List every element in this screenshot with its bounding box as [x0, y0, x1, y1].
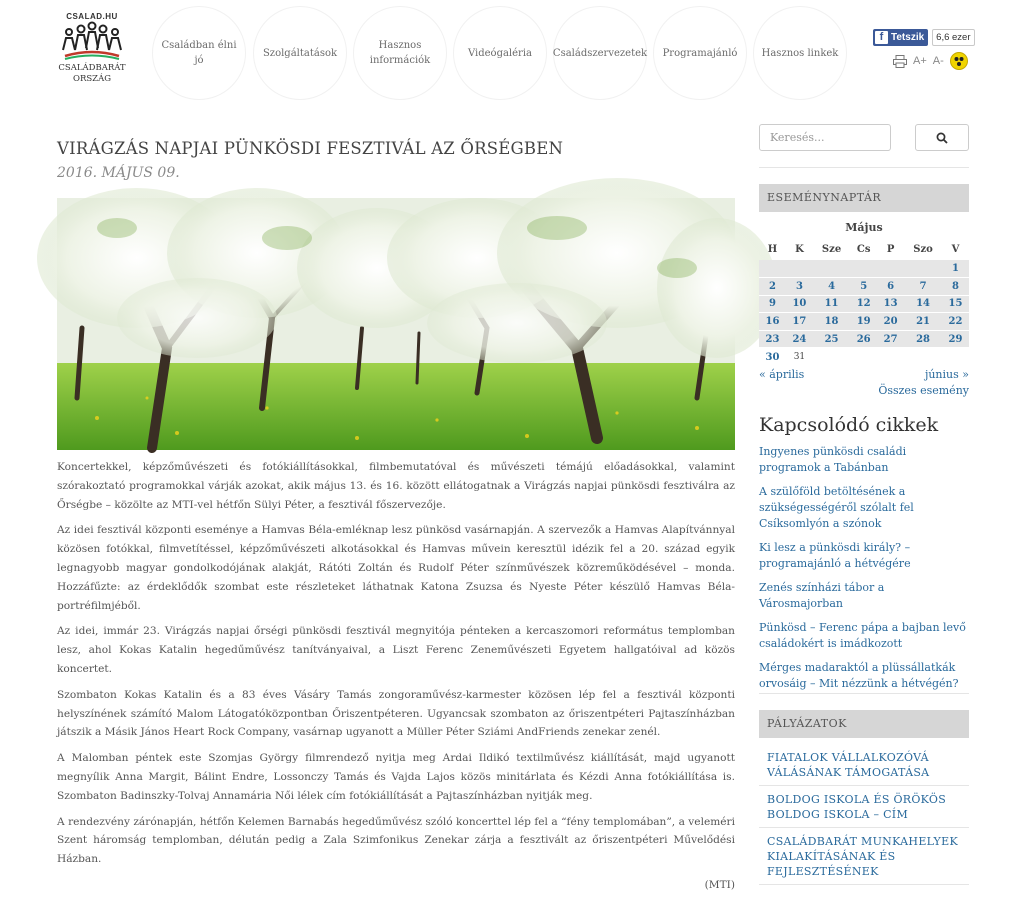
tender-link[interactable]: FIATALOK VÁLLALKOZÓVÁ VÁLÁSÁNAK TÁMOGATÁSA [759, 744, 969, 786]
nav-item-hasznos-linkek[interactable]: Hasznos linkek [753, 6, 847, 100]
weekday-header: Szo [913, 243, 933, 255]
calendar-day[interactable]: 19 [850, 313, 877, 331]
all-events-link[interactable]: Összes esemény [878, 384, 969, 397]
nav-item-hasznos-informaciok[interactable]: Hasznos információk [353, 6, 447, 100]
calendar-day [786, 260, 813, 278]
calendar-day[interactable]: 22 [942, 313, 969, 331]
calendar-day[interactable]: 26 [850, 330, 877, 348]
calendar-day [877, 348, 904, 366]
logo-name-line1: CSALÁDBARÁT [58, 63, 126, 73]
article-photo-blossoming-orchard [57, 198, 735, 450]
weekday-header: P [886, 243, 895, 255]
calendar-day [813, 348, 850, 366]
family-logo-icon [57, 22, 127, 62]
calendar-day [813, 260, 850, 278]
calendar-day[interactable]: 25 [813, 330, 850, 348]
event-calendar [759, 218, 969, 366]
calendar-day[interactable]: 5 [850, 278, 877, 296]
search-icon [936, 132, 948, 144]
tenders-list [759, 744, 969, 885]
calendar-day[interactable]: 17 [786, 313, 813, 331]
high-contrast-icon[interactable] [950, 52, 968, 70]
calendar-day [904, 260, 942, 278]
calendar-day[interactable]: 9 [759, 295, 786, 313]
calendar-day[interactable]: 6 [877, 278, 904, 296]
accessibility-tools [893, 52, 968, 70]
calendar-day[interactable]: 18 [813, 313, 850, 331]
calendar-day[interactable]: 4 [813, 278, 850, 296]
calendar-grid [759, 238, 969, 366]
article-paragraph: Az idei fesztivál központi eseménye a Hamvas Béla-emléknap lesz pünkösd vasárnapján. A szervezők a Hamvas Alapítvánnyal közösen fotókkal, filmvetítéssel, képzőművészeti alkotásokkal és Hamvas művein keresztül idézik fel a 20. század egyik legnagyobb magyar gondolkodójának alakját, Rátóti Zoltán és Rudolf Péter színművészek közreműködésével – monda. Hozzáfűzte: az érdeklődők szombat este részleteket láthatnak Katona Zsuzsa és Nyeste Péter készülő Hamvas Béla-portréfilmjéből. [57, 524, 735, 612]
facebook-like-button[interactable] [873, 29, 928, 46]
print-icon[interactable] [893, 55, 907, 68]
calendar-day[interactable]: 30 [759, 348, 786, 366]
calendar-day[interactable]: 21 [904, 313, 942, 331]
calendar-day [877, 260, 904, 278]
calendar-day[interactable]: 12 [850, 295, 877, 313]
calendar-day[interactable]: 14 [904, 295, 942, 313]
article-paragraph: A rendezvény zárónapján, hétfőn Kelemen Barnabás hegedűművész szóló koncerttel lép fel a “fény templomában”, a veleméri Szent háromság templomban, délután pedig a Zala Szimfonikus Zenekar zárja a fesztivált az őriszentpéteri Művelődési Házban. [57, 815, 735, 866]
tender-link[interactable]: CSALÁDBARÁT MUNKAHELYEK KIALAKÍTÁSÁNAK ÉS FEJLESZTÉSÉNEK [759, 828, 969, 885]
calendar-day [942, 348, 969, 366]
calendar-day[interactable]: 11 [813, 295, 850, 313]
calendar-day[interactable]: 16 [759, 313, 786, 331]
calendar-day[interactable]: 1 [942, 260, 969, 278]
calendar-day[interactable]: 3 [786, 278, 813, 296]
calendar-day[interactable]: 2 [759, 278, 786, 296]
facebook-like-widget [873, 29, 975, 46]
calendar-day[interactable]: 27 [877, 330, 904, 348]
related-article-link[interactable]: Mérges madaraktól a plüssállatkák orvosáig – Mit nézzünk a hétvégén? [759, 661, 959, 690]
tenders-heading: PÁLYÁZATOK [759, 710, 969, 738]
article-body [57, 458, 735, 902]
weekday-header: Cs [856, 243, 871, 255]
calendar-month: Május [845, 221, 883, 234]
facebook-icon: f [875, 31, 888, 44]
article-paragraph: Szombaton Kokas Katalin és a 83 éves Vásáry Tamás zongoraművész-karmester közösen lép fel a fesztivál központi helyszínének számító Malom Látogatóközpontban Őriszentpéteren. Ugyancsak szombaton az őriszentpéteri Pajtaszínházban játszik a Másik János Heart Rock Company, vasárnap ugyanott a Müller Péter Sziámi AndFriends zenekar zenél. [57, 688, 735, 739]
font-increase-button[interactable]: A+ [913, 55, 927, 67]
nav-item-csaladszervezetek[interactable]: Családszervezetek [553, 6, 647, 100]
logo-name-line2: ORSZÁG [72, 74, 112, 84]
calendar-day[interactable]: 10 [786, 295, 813, 313]
related-article-link[interactable]: Pünkösd – Ferenc pápa a bajban levő családokért is imádkozott [759, 621, 966, 650]
logo-domain: CSALAD.HU [66, 12, 118, 21]
site-header [0, 0, 1024, 115]
article-paragraph: A Malomban péntek este Szomjas György filmrendező nyitja meg Ardai Ildikó textilművész kiállítását, majd ugyanott megnyílik Anna Margit, Bálint Endre, Lossonczy Tamás és Vajda Lajos közös minitárlata és Kézdi Anna fotókiállítása is. Szombaton Badinszky-Tolvaj Annamária Női lélek cím fotókiállítását a Pajtaszínházban nyitják meg. [57, 752, 735, 802]
sidebar-divider [759, 167, 969, 168]
related-article-link[interactable]: Ki lesz a pünkösdi király? – programajánló a hétvégére [759, 541, 911, 570]
calendar-day[interactable]: 8 [942, 278, 969, 296]
calendar-day [759, 260, 786, 278]
calendar-prev-month-link[interactable]: « április [759, 368, 805, 381]
weekday-header: Sze [821, 243, 842, 255]
calendar-next-month-link[interactable]: június » [924, 368, 969, 381]
calendar-day[interactable]: 23 [759, 330, 786, 348]
facebook-like-label: Tetszik [891, 32, 925, 43]
facebook-like-count: 6,6 ezer [932, 29, 974, 46]
tender-link[interactable]: BOLDOG ISKOLA ÉS ÖRÖKÖS BOLDOG ISKOLA – CÍM [759, 786, 969, 828]
nav-item-csaladban-elni-jo[interactable]: Családban élni jó [152, 6, 246, 100]
article-source: (MTI) [704, 878, 735, 891]
calendar-day [904, 348, 942, 366]
nav-item-programajanlo[interactable]: Programajánló [653, 6, 747, 100]
calendar-day[interactable]: 15 [942, 295, 969, 313]
article-paragraph: Az idei, immár 23. Virágzás napjai őrségi pünkösdi fesztivál megnyitója pénteken a kercaszomori református templomban lesz, ahol Kokas Katalin hegedűművész tanítványaival, a Liszt Ferenc Zeneművészeti Egyetem hallgatóival ad közös koncertet. [57, 625, 735, 675]
calendar-day[interactable]: 13 [877, 295, 904, 313]
search-input[interactable]: Keresés... [759, 124, 891, 151]
related-article-link[interactable]: Ingyenes pünkösdi családi programok a Tabánban [759, 445, 907, 474]
weekday-header: V [951, 243, 960, 255]
calendar-heading: ESEMÉNYNAPTÁR [759, 184, 969, 212]
related-article-link[interactable]: A szülőföld betöltésének a szükségességéről szólalt fel Csíksomlyón a szónok [759, 485, 914, 530]
site-logo[interactable] [54, 12, 130, 100]
calendar-day[interactable]: 24 [786, 330, 813, 348]
calendar-day[interactable]: 7 [904, 278, 942, 296]
nav-item-videogaleria[interactable]: Videógaléria [453, 6, 547, 100]
font-decrease-button[interactable]: A- [932, 55, 944, 67]
calendar-day: 31 [786, 348, 813, 366]
weekday-header: H [767, 243, 778, 255]
article-title: VIRÁGZÁS NAPJAI PÜNKÖSDI FESZTIVÁL AZ ŐRSÉGBEN [57, 139, 564, 158]
related-article-link[interactable]: Zenés színházi tábor a Városmajorban [759, 581, 885, 610]
article-paragraph: Koncertekkel, képzőművészeti és fotókiállításokkal, filmbemutatóval és művészeti témájú előadásokkal, valamint szórakoztató programokkal várják azokat, akik május 13. és 16. között ellátogatnak a Virágzás napjai pünkösdi fesztiválra az Őrségbe – közölte az MTI-vel hétfőn Sülyi Péter, a fesztivál főszervezője. [57, 461, 735, 511]
weekday-header: K [795, 243, 804, 255]
calendar-day [850, 348, 877, 366]
calendar-day[interactable]: 20 [877, 313, 904, 331]
contrast-eye-icon [953, 55, 965, 67]
calendar-day [850, 260, 877, 278]
article-date: 2016. MÁJUS 09. [57, 165, 180, 181]
sidebar-divider [759, 693, 969, 694]
calendar-day[interactable]: 29 [942, 330, 969, 348]
calendar-day[interactable]: 28 [904, 330, 942, 348]
search-button[interactable] [915, 124, 969, 151]
related-articles-heading: Kapcsolódó cikkek [759, 414, 939, 436]
related-articles-list [759, 444, 969, 700]
orchard-image [57, 198, 735, 450]
nav-item-szolgaltatasok[interactable]: Szolgáltatások [253, 6, 347, 100]
